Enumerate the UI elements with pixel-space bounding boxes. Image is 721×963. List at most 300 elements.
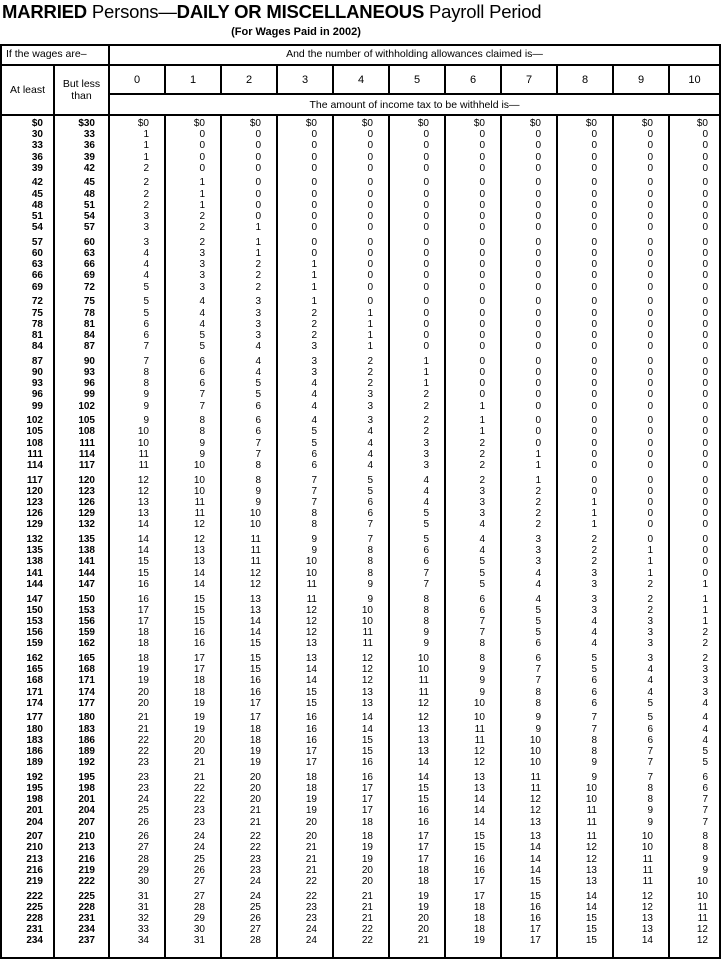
- cell-allowance-0: 3: [110, 222, 166, 233]
- cell-allowance-0: 23: [110, 783, 166, 794]
- table-row: [2, 831, 719, 842]
- cell-allowance-3: 16: [278, 735, 334, 746]
- cell-allowance-2: 0: [222, 163, 278, 174]
- cell-allowance-0: 5: [110, 308, 166, 319]
- cell-allowance-2: 26: [222, 913, 278, 924]
- table-row: [2, 508, 719, 519]
- table-row: [2, 746, 719, 757]
- cell-allowance-0: 3: [110, 237, 166, 248]
- cell-allowance-0: 21: [110, 712, 166, 723]
- cell-allowance-4: 20: [334, 876, 390, 887]
- cell-allowance-4: 14: [334, 724, 390, 735]
- cell-allowance-2: 15: [222, 653, 278, 664]
- cell-allowance-9: 0: [614, 308, 670, 319]
- cell-allowance-8: 0: [558, 248, 614, 259]
- cell-allowance-9: 0: [614, 460, 670, 471]
- cell-allowance-9: 7: [614, 772, 670, 783]
- cell-allowance-5: 1: [390, 356, 446, 367]
- cell-allowance-1: 8: [166, 415, 222, 426]
- cell-allowance-3: 0: [278, 200, 334, 211]
- gap-cell: [502, 947, 558, 957]
- cell-allowance-0: 2: [110, 163, 166, 174]
- cell-allowance-3: 0: [278, 177, 334, 188]
- cell-allowance-6: 4: [446, 519, 502, 530]
- cell-at-least: 96: [2, 389, 55, 400]
- cell-but-less-than: 51: [55, 200, 110, 211]
- gap-cell: [2, 947, 55, 957]
- cell-allowance-5: 0: [390, 296, 446, 307]
- cell-allowance-2: 0: [222, 200, 278, 211]
- cell-allowance-9: 10: [614, 842, 670, 853]
- cell-allowance-1: $0: [166, 118, 222, 129]
- cell-allowance-9: 0: [614, 248, 670, 259]
- cell-allowance-7: 0: [502, 200, 558, 211]
- cell-allowance-3: 24: [278, 935, 334, 946]
- cell-allowance-0: 33: [110, 924, 166, 935]
- cell-allowance-7: 0: [502, 367, 558, 378]
- gap-cell: [558, 947, 614, 957]
- table-row: [2, 401, 719, 412]
- cell-allowance-3: 7: [278, 497, 334, 508]
- cell-allowance-7: 0: [502, 356, 558, 367]
- cell-allowance-2: 0: [222, 189, 278, 200]
- table-row: [2, 163, 719, 174]
- table-row: [2, 118, 719, 129]
- cell-allowance-10: 5: [702, 757, 708, 769]
- cell-allowance-1: 14: [166, 579, 222, 590]
- cell-allowance-6: 0: [446, 389, 502, 400]
- cell-allowance-7: 3: [502, 534, 558, 545]
- cell-allowance-6: 0: [446, 140, 502, 151]
- cell-allowance-2: 11: [222, 556, 278, 567]
- cell-allowance-4: 3: [334, 401, 390, 412]
- table-row: [2, 378, 719, 389]
- cell-allowance-10: $0: [696, 118, 708, 129]
- cell-allowance-9: 11: [614, 854, 670, 865]
- cell-at-least: 126: [2, 508, 55, 519]
- cell-allowance-9: 0: [614, 356, 670, 367]
- cell-allowance-4: 4: [334, 449, 390, 460]
- cell-allowance-3: 9: [278, 545, 334, 556]
- cell-allowance-10: 0: [702, 329, 708, 341]
- cell-allowance-8: 3: [558, 605, 614, 616]
- cell-but-less-than: 90: [55, 356, 110, 367]
- cell-allowance-10: 3: [702, 686, 708, 698]
- cell-but-less-than: $30: [55, 118, 110, 129]
- cell-allowance-8: 0: [558, 378, 614, 389]
- cell-allowance-2: 27: [222, 924, 278, 935]
- cell-allowance-9: 0: [614, 367, 670, 378]
- cell-allowance-5: 2: [390, 415, 446, 426]
- cell-allowance-7: 5: [502, 627, 558, 638]
- cell-allowance-7: 0: [502, 140, 558, 151]
- cell-allowance-4: 7: [334, 534, 390, 545]
- cell-allowance-2: 17: [222, 712, 278, 723]
- cell-allowance-3: 5: [278, 426, 334, 437]
- cell-allowance-5: 18: [390, 876, 446, 887]
- cell-allowance-2: 12: [222, 579, 278, 590]
- cell-allowance-10: 1: [702, 593, 708, 605]
- table-row: [2, 712, 719, 723]
- cell-allowance-9: 2: [614, 605, 670, 616]
- cell-allowance-4: 7: [334, 519, 390, 530]
- cell-allowance-0: 1: [110, 140, 166, 151]
- cell-allowance-1: 1: [166, 189, 222, 200]
- cell-allowance-1: 24: [166, 831, 222, 842]
- table-row: [2, 534, 719, 545]
- cell-allowance-10: 0: [702, 307, 708, 319]
- cell-at-least: 57: [2, 237, 55, 248]
- cell-allowance-8: 15: [558, 935, 614, 946]
- cell-allowance-6: 16: [446, 865, 502, 876]
- header-allowance-2: 2: [222, 66, 278, 95]
- cell-allowance-4: 4: [334, 460, 390, 471]
- gap-cell: [446, 947, 502, 957]
- cell-but-less-than: 213: [55, 842, 110, 853]
- cell-allowance-6: 17: [446, 876, 502, 887]
- cell-allowance-10: 0: [702, 296, 708, 308]
- cell-allowance-2: 22: [222, 831, 278, 842]
- cell-allowance-9: 0: [614, 475, 670, 486]
- cell-allowance-10: 2: [702, 627, 708, 639]
- cell-at-least: 219: [2, 876, 55, 887]
- cell-allowance-5: 17: [390, 842, 446, 853]
- cell-allowance-6: 2: [446, 438, 502, 449]
- cell-allowance-6: 3: [446, 486, 502, 497]
- cell-allowance-1: 6: [166, 356, 222, 367]
- cell-at-least: 135: [2, 545, 55, 556]
- cell-allowance-2: 0: [222, 152, 278, 163]
- table-row: [2, 282, 719, 293]
- cell-allowance-7: 16: [502, 902, 558, 913]
- cell-at-least: 54: [2, 222, 55, 233]
- cell-allowance-10: 0: [702, 355, 708, 367]
- cell-allowance-6: 13: [446, 772, 502, 783]
- cell-allowance-3: 4: [278, 415, 334, 426]
- cell-allowance-5: 0: [390, 308, 446, 319]
- cell-allowance-0: 20: [110, 698, 166, 709]
- cell-allowance-8: 10: [558, 783, 614, 794]
- cell-allowance-10: 0: [702, 341, 708, 353]
- cell-allowance-7: 0: [502, 330, 558, 341]
- cell-allowance-3: 13: [278, 638, 334, 649]
- gap-cell: [110, 947, 166, 957]
- cell-allowance-7: 8: [502, 687, 558, 698]
- cell-allowance-8: 0: [558, 438, 614, 449]
- cell-but-less-than: 171: [55, 675, 110, 686]
- cell-but-less-than: 75: [55, 296, 110, 307]
- cell-allowance-0: 6: [110, 319, 166, 330]
- cell-allowance-5: 18: [390, 865, 446, 876]
- cell-allowance-1: 10: [166, 475, 222, 486]
- cell-allowance-1: 5: [166, 341, 222, 352]
- cell-allowance-1: 17: [166, 653, 222, 664]
- cell-allowance-7: 2: [502, 508, 558, 519]
- cell-allowance-7: 15: [502, 876, 558, 887]
- cell-allowance-8: 0: [558, 270, 614, 281]
- cell-allowance-10: 0: [702, 177, 708, 189]
- cell-allowance-8: 3: [558, 579, 614, 590]
- cell-allowance-5: 12: [390, 698, 446, 709]
- cell-allowance-1: 19: [166, 698, 222, 709]
- cell-allowance-0: 27: [110, 842, 166, 853]
- cell-at-least: 177: [2, 712, 55, 723]
- cell-allowance-3: 3: [278, 341, 334, 352]
- cell-allowance-9: 3: [614, 616, 670, 627]
- table-row: [2, 449, 719, 460]
- cell-allowance-2: 10: [222, 519, 278, 530]
- cell-allowance-10: 0: [702, 485, 708, 497]
- table-row: [2, 319, 719, 330]
- table-row: [2, 817, 719, 828]
- cell-allowance-9: 5: [614, 698, 670, 709]
- cell-allowance-7: 6: [502, 653, 558, 664]
- cell-allowance-6: 14: [446, 805, 502, 816]
- cell-allowance-8: 0: [558, 367, 614, 378]
- cell-allowance-4: 3: [334, 389, 390, 400]
- cell-allowance-7: 0: [502, 259, 558, 270]
- cell-allowance-3: 0: [278, 163, 334, 174]
- cell-allowance-9: 0: [614, 341, 670, 352]
- cell-allowance-2: 22: [222, 842, 278, 853]
- cell-allowance-7: 0: [502, 378, 558, 389]
- cell-allowance-4: 0: [334, 270, 390, 281]
- cell-allowance-0: 1: [110, 129, 166, 140]
- cell-allowance-2: 1: [222, 248, 278, 259]
- cell-allowance-9: 4: [614, 664, 670, 675]
- cell-allowance-4: 22: [334, 935, 390, 946]
- table-row: [2, 924, 719, 935]
- cell-but-less-than: 237: [55, 935, 110, 946]
- cell-allowance-3: 1: [278, 259, 334, 270]
- cell-allowance-1: 18: [166, 687, 222, 698]
- cell-allowance-4: 12: [334, 675, 390, 686]
- cell-allowance-6: 3: [446, 497, 502, 508]
- cell-allowance-2: 0: [222, 129, 278, 140]
- cell-at-least: 225: [2, 902, 55, 913]
- cell-allowance-5: 0: [390, 319, 446, 330]
- cell-but-less-than: 66: [55, 259, 110, 270]
- cell-allowance-0: 15: [110, 556, 166, 567]
- cell-allowance-10: 0: [702, 519, 708, 531]
- cell-at-least: 153: [2, 616, 55, 627]
- cell-allowance-3: 8: [278, 508, 334, 519]
- cell-allowance-1: 18: [166, 675, 222, 686]
- cell-but-less-than: 222: [55, 876, 110, 887]
- cell-allowance-5: 7: [390, 579, 446, 590]
- cell-allowance-4: 21: [334, 891, 390, 902]
- cell-allowance-9: 0: [614, 296, 670, 307]
- cell-allowance-7: 10: [502, 757, 558, 768]
- header-allowance-7: 7: [502, 66, 558, 95]
- cell-allowance-10: 0: [702, 426, 708, 438]
- cell-allowance-8: 0: [558, 152, 614, 163]
- cell-allowance-5: 5: [390, 508, 446, 519]
- cell-allowance-1: 27: [166, 876, 222, 887]
- header-allowance-8: 8: [558, 66, 614, 95]
- cell-allowance-2: 18: [222, 735, 278, 746]
- cell-allowance-4: 0: [334, 140, 390, 151]
- cell-allowance-2: 14: [222, 627, 278, 638]
- table-row: [2, 389, 719, 400]
- cell-allowance-6: 15: [446, 842, 502, 853]
- cell-allowance-3: 24: [278, 924, 334, 935]
- cell-allowance-6: 5: [446, 568, 502, 579]
- cell-allowance-9: 6: [614, 724, 670, 735]
- cell-allowance-10: 12: [696, 935, 708, 947]
- cell-allowance-6: 0: [446, 237, 502, 248]
- gap-cell: [166, 947, 222, 957]
- cell-allowance-5: 0: [390, 259, 446, 270]
- cell-allowance-2: 20: [222, 772, 278, 783]
- cell-allowance-3: 2: [278, 330, 334, 341]
- cell-allowance-3: 23: [278, 913, 334, 924]
- cell-allowance-4: 16: [334, 757, 390, 768]
- cell-allowance-10: 0: [702, 222, 708, 234]
- cell-allowance-3: 6: [278, 449, 334, 460]
- cell-allowance-0: 7: [110, 341, 166, 352]
- cell-at-least: 231: [2, 924, 55, 935]
- cell-allowance-2: 3: [222, 330, 278, 341]
- cell-allowance-10: 0: [702, 567, 708, 579]
- cell-allowance-6: 14: [446, 794, 502, 805]
- cell-allowance-0: 8: [110, 367, 166, 378]
- cell-allowance-10: 0: [702, 259, 708, 271]
- cell-allowance-10: 0: [702, 248, 708, 260]
- cell-allowance-3: 21: [278, 842, 334, 853]
- cell-at-least: 102: [2, 415, 55, 426]
- cell-allowance-6: 0: [446, 282, 502, 293]
- cell-allowance-0: 31: [110, 891, 166, 902]
- cell-allowance-4: 0: [334, 152, 390, 163]
- cell-but-less-than: 126: [55, 497, 110, 508]
- cell-at-least: 144: [2, 579, 55, 590]
- cell-allowance-8: 0: [558, 163, 614, 174]
- cell-allowance-2: 15: [222, 664, 278, 675]
- cell-allowance-8: 5: [558, 664, 614, 675]
- cell-allowance-8: 12: [558, 842, 614, 853]
- cell-allowance-7: 9: [502, 712, 558, 723]
- table-row: [2, 177, 719, 188]
- cell-allowance-9: 3: [614, 638, 670, 649]
- cell-allowance-1: 27: [166, 891, 222, 902]
- cell-but-less-than: 39: [55, 152, 110, 163]
- cell-allowance-6: 0: [446, 308, 502, 319]
- cell-allowance-5: 19: [390, 891, 446, 902]
- cell-allowance-10: 12: [696, 924, 708, 936]
- cell-but-less-than: 183: [55, 724, 110, 735]
- cell-allowance-8: 0: [558, 308, 614, 319]
- cell-but-less-than: 84: [55, 330, 110, 341]
- cell-at-least: 111: [2, 449, 55, 460]
- cell-allowance-3: 21: [278, 865, 334, 876]
- cell-allowance-7: 2: [502, 486, 558, 497]
- cell-at-least: 51: [2, 211, 55, 222]
- cell-allowance-6: 16: [446, 854, 502, 865]
- cell-allowance-3: 11: [278, 594, 334, 605]
- cell-allowance-10: 0: [702, 199, 708, 211]
- cell-allowance-0: 15: [110, 568, 166, 579]
- cell-allowance-7: 1: [502, 460, 558, 471]
- cell-allowance-8: 0: [558, 237, 614, 248]
- cell-allowance-10: 0: [702, 366, 708, 378]
- table-row: [2, 627, 719, 638]
- cell-allowance-7: 0: [502, 237, 558, 248]
- cell-at-least: 186: [2, 746, 55, 757]
- cell-but-less-than: 141: [55, 556, 110, 567]
- header-allowance-5: 5: [390, 66, 446, 95]
- cell-allowance-0: 4: [110, 270, 166, 281]
- cell-allowance-2: 16: [222, 675, 278, 686]
- cell-allowance-9: 0: [614, 534, 670, 545]
- cell-allowance-1: 4: [166, 308, 222, 319]
- cell-allowance-9: 0: [614, 259, 670, 270]
- table-row: [2, 675, 719, 686]
- cell-allowance-9: 3: [614, 627, 670, 638]
- header-allowance-4: 4: [334, 66, 390, 95]
- header-allowance-3: 3: [278, 66, 334, 95]
- cell-allowance-8: 0: [558, 341, 614, 352]
- cell-but-less-than: 63: [55, 248, 110, 259]
- cell-allowance-1: 6: [166, 367, 222, 378]
- title-segment: DAILY OR MISCELLANEOUS: [176, 1, 425, 22]
- cell-but-less-than: 69: [55, 270, 110, 281]
- cell-at-least: $0: [2, 118, 55, 129]
- cell-allowance-5: 3: [390, 438, 446, 449]
- cell-at-least: 204: [2, 817, 55, 828]
- header-allowance-1: 1: [166, 66, 222, 95]
- cell-allowance-5: 0: [390, 282, 446, 293]
- cell-allowance-10: 0: [702, 415, 708, 427]
- cell-allowance-5: 10: [390, 653, 446, 664]
- cell-allowance-3: 19: [278, 805, 334, 816]
- cell-allowance-5: 1: [390, 367, 446, 378]
- cell-allowance-9: 8: [614, 783, 670, 794]
- cell-allowance-5: 4: [390, 475, 446, 486]
- cell-at-least: 72: [2, 296, 55, 307]
- cell-allowance-6: 8: [446, 638, 502, 649]
- cell-at-least: 162: [2, 653, 55, 664]
- cell-allowance-5: 15: [390, 794, 446, 805]
- cell-allowance-2: 10: [222, 508, 278, 519]
- cell-allowance-9: 0: [614, 129, 670, 140]
- cell-but-less-than: 210: [55, 831, 110, 842]
- cell-allowance-9: 0: [614, 282, 670, 293]
- cell-allowance-10: 0: [702, 236, 708, 248]
- cell-but-less-than: 78: [55, 308, 110, 319]
- cell-allowance-6: 4: [446, 534, 502, 545]
- cell-allowance-6: 9: [446, 664, 502, 675]
- cell-allowance-1: 3: [166, 259, 222, 270]
- cell-allowance-6: 14: [446, 817, 502, 828]
- cell-allowance-6: 3: [446, 508, 502, 519]
- cell-allowance-0: $0: [110, 118, 166, 129]
- cell-allowance-2: 1: [222, 222, 278, 233]
- cell-allowance-1: 23: [166, 805, 222, 816]
- table-row: [2, 211, 719, 222]
- cell-allowance-1: 12: [166, 519, 222, 530]
- table-row: [2, 865, 719, 876]
- cell-allowance-8: 0: [558, 415, 614, 426]
- cell-but-less-than: 87: [55, 341, 110, 352]
- table-row: [2, 270, 719, 281]
- cell-allowance-10: 0: [702, 556, 708, 568]
- header-allowance-6: 6: [446, 66, 502, 95]
- cell-at-least: 132: [2, 534, 55, 545]
- gap-cell: [222, 947, 278, 957]
- cell-allowance-8: 0: [558, 177, 614, 188]
- table-row: [2, 891, 719, 902]
